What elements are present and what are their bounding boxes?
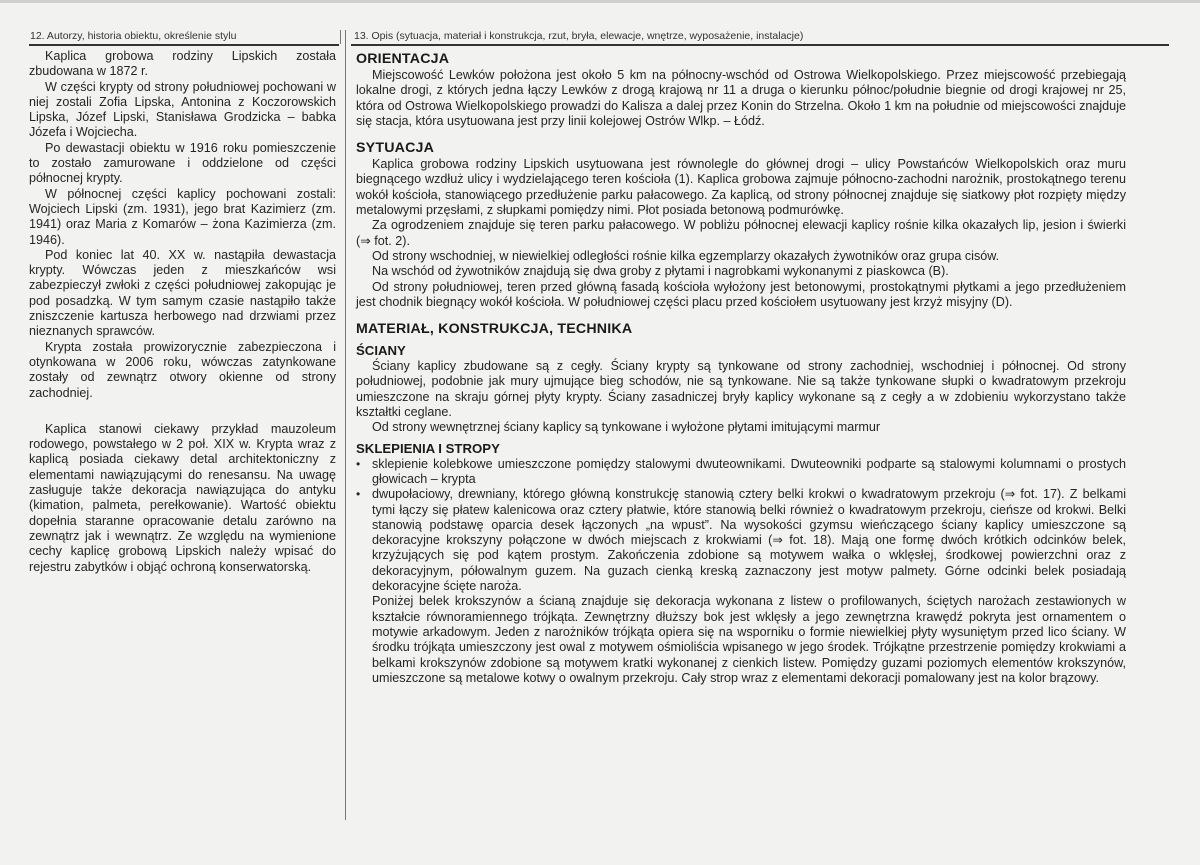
history-paragraph: W północnej części kaplicy pochowani zostali: Wojciech Lipski (zm. 1931), jego brat Kazimierz (zm. 1941) oraz Maria z Komarów – żona Kazimierza (zm. 1946). (29, 186, 336, 247)
history-paragraph: Krypta została prowizorycznie zabezpieczona i otynkowana w 2006 roku, wówczas zatynkowane zostały od zewnątrz otwory okienne od strony zachodniej. (29, 339, 336, 400)
sytuacja-paragraph: Na wschód od żywotników znajdują się dwa groby z płytami i nagrobkami wykonanymi z piaskowca (B). (372, 264, 949, 279)
subheading-sciany: ŚCIANY (356, 343, 406, 359)
history-paragraph: W części krypty od strony południowej pochowani w niej zostali Zofia Lipska, Antonina z Koczorowskich Lipska, Józef Lipski, Stanisława Grodzicka – babka Józefa i Wojciecha. (29, 79, 336, 140)
subheading-sklepienia: SKLEPIENIA I STROPY (356, 440, 500, 456)
history-paragraph: Pod koniec lat 40. XX w. nastąpiła dewastacja krypty. Wówczas jeden z mieszkańców wsi zabezpieczył zwłoki z części południowej zakopując je pod posadzką. W tym samym czasie nastąpiło także zniszczenie kartusza herbowego nad drzwiami przez nieznanych sprawców. (29, 247, 336, 339)
bullet-icon: • (356, 456, 361, 471)
left-header-rule (29, 44, 339, 46)
list-item-text: dwupołaciowy, drewniany, którego główną konstrukcję stanowią cztery belki krokwi o kwadratowym przekroju (⇒ fot. 17). Z belkami tymi łączy się płatew kalenicowa oraz cztery płatwie, które stanowią belki również o kwadratowym przekroju, cieńsze od krokwi. Belki stanowią podstawę oparcia desek łączonych „na wpust”. Na wysokości gzymsu wieńczącego ściany kaplicy umieszczone są dekoracyjne krokszyny połączone w dwóch miejscach z krokwiami (⇒ fot. 18). Mają one formę dwóch krótkich odcinków belek, krzyżujących się pod kątem prostym. Zakończenia zdobione są motywem wałka o wklęsłej, środkowej powierzchni oraz z dekoracyjnym, półowalnym guzem. Na guzach cienką kreską zaznaczony jest motyw palmety. Górne odcinki belek posiadają dekoracyjne ścięte naroża. (372, 487, 1126, 594)
section-heading-orientacja: ORIENTACJA (356, 51, 450, 67)
column-divider (345, 30, 346, 820)
sytuacja-paragraph: Kaplica grobowa rodziny Lipskich usytuowana jest równolegle do głównej drogi – ulicy Powstańców Wielkopolskich oraz muru biegnącego wzdłuż ulicy i wydzielającego teren kościoła (1). Kaplica grobowa zajmuje północno-zachodni narożnik, prostokątnego terenu wokół kościoła, stanowiącego przedłużenie parku pałacowego. Za kaplicą, od strony północnej znajduje się siatkowy płot rozpięty między metalowymi przęsłami, z słupkami pomiędzy nimi. Płot posiada betonową podmurówkę. (356, 157, 1126, 218)
sklepienia-list (356, 457, 1126, 595)
section-heading-sytuacja: SYTUACJA (356, 140, 435, 157)
list-item-text: sklepienie kolebkowe umieszczone pomiędzy stalowymi dwuteownikami. Dwuteowniki podparte są stalowymi kolumnami o prostych głowicach – krypta (372, 456, 1126, 486)
spacer (356, 310, 1126, 320)
description-column (356, 50, 1126, 686)
history-paragraph: Po dewastacji obiektu w 1916 roku pomieszczenie to zostało zamurowane i oddzielone od części północnej krypty. (29, 140, 336, 186)
section-heading-material: MATERIAŁ, KONSTRUKCJA, TECHNIKA (356, 321, 633, 338)
sklepienia-paragraph: Poniżej belek krokszynów a ścianą znajduje się dekoracja wykonana z listew o profilowanych, ściętych narożach zestawionych w kształcie równoramiennego trójkąta. Zewnętrzny dłuższy bok jest wklęsły a jego zewnętrzna krawędź pokryta jest ornamentem o motywie arkadowym. Jeden z narożników trójkąta opiera się na wsporniku o formie niewielkiej płyty wysuniętym przed lico ściany. W środku trójkąta umieszczony jest owal z motywem ośmioliścia wpisanego w jego środek. Trójkątne przestrzenie pomiędzy krokwiami a belkami krokszynów zdobione są motywem kratki wykonanej z cienkich listew. Pomiędzy guzami poziomych elementów krokszynów, umieszczone są metalowe kotwy o owalnym przekroju. Cały strop wraz z elementami dekoracji pomalowany jest na kolor brązowy. (372, 594, 1126, 685)
right-column-header: 13. Opis (sytuacja, materiał i konstrukcja, rzut, bryła, elewacje, wnętrze, wyposażenie, instalacje) (354, 30, 804, 42)
bullet-icon: • (356, 487, 361, 502)
history-column (29, 49, 336, 575)
header-divider (340, 30, 341, 44)
list-item (356, 457, 1126, 488)
right-header-rule (351, 44, 1169, 46)
left-column-header: 12. Autorzy, historia obiektu, określenie stylu (30, 30, 237, 42)
list-item (356, 487, 1126, 594)
sytuacja-paragraph: Od strony wschodniej, w niewielkiej odległości rośnie kilka egzemplarzy okazałych żywotników oraz grupa cisów. (372, 248, 1000, 263)
scan-top-edge (0, 0, 1200, 3)
orientacja-paragraph: Miejscowość Lewków położona jest około 5 km na północny-wschód od Ostrowa Wielkopolskiego. Przez miejscowość przebiegają lokalne drogi, z których jedna łączy Lewków z drogą krajową nr 11 a druga o kierunku północ/południe biegnie od drogi krajowej nr 25, która od Ostrowa Wielkopolskiego prowadzi do Kalisza a dalej przez Konin do Strzelna. Około 1 km na południe od miejscowości znajduje się stacja, która usytuowana jest przy linii kolejowej Ostrów Wlkp. – Łódź. (356, 68, 1126, 128)
spacer (29, 401, 336, 422)
sytuacja-paragraph: Za ogrodzeniem znajduje się teren parku pałacowego. W pobliżu północnej elewacji kaplicy rośnie kilka okazałych lip, jesion i świerki (⇒ fot. 2). (356, 218, 1126, 248)
sciany-paragraph: Ściany kaplicy zbudowane są z cegły. Ściany krypty są tynkowane od strony zachodniej, wschodniej i północnej. Od strony południowej, podobnie jak mury ujmujące bieg schodów, nie są tynkowane. Nie są także tynkowane słupki o kwadratowym przekroju umieszczone na skraju górnej płyty krypty. Ściany zasadniczej bryły kaplicy wykonane są z cegły a w zdobieniu wykorzystano także kształtki ceglane. (356, 359, 1126, 420)
sciany-paragraph: Od strony wewnętrznej ściany kaplicy są tynkowane i wyłożone płytami imitującymi marmur (372, 420, 881, 435)
spacer (356, 129, 1126, 139)
sytuacja-paragraph: Od strony południowej, teren przed główną fasadą kościoła wyłożony jest betonowymi, prostokątnymi płytkami a jego przedłużeniem jest chodnik biegnący wokół kościoła. W południowej części placu przed kościołem usytuowany jest krzyż misyjny (D). (356, 279, 1126, 309)
history-paragraph: Kaplica grobowa rodziny Lipskich została zbudowana w 1872 r. (29, 49, 336, 79)
style-assessment-paragraph: Kaplica stanowi ciekawy przykład mauzoleum rodowego, powstałego w 2 poł. XIX w. Krypta wraz z kaplicą posiada ciekawy detal architektoniczny z elementami nawiązującymi do renesansu. Na uwagę zasługuje także dekoracja nawiązująca do antyku (kimation, palmeta, perełkowanie). Wartość obiektu dopełnia staranne opracowanie detalu zarówno na zewnątrz jak i wewnątrz. Ze względu na wymienione cechy kaplicę grobową Lipskich należy wpisać do rejestru zabytków i objąć ochroną konserwatorską. (29, 421, 336, 574)
